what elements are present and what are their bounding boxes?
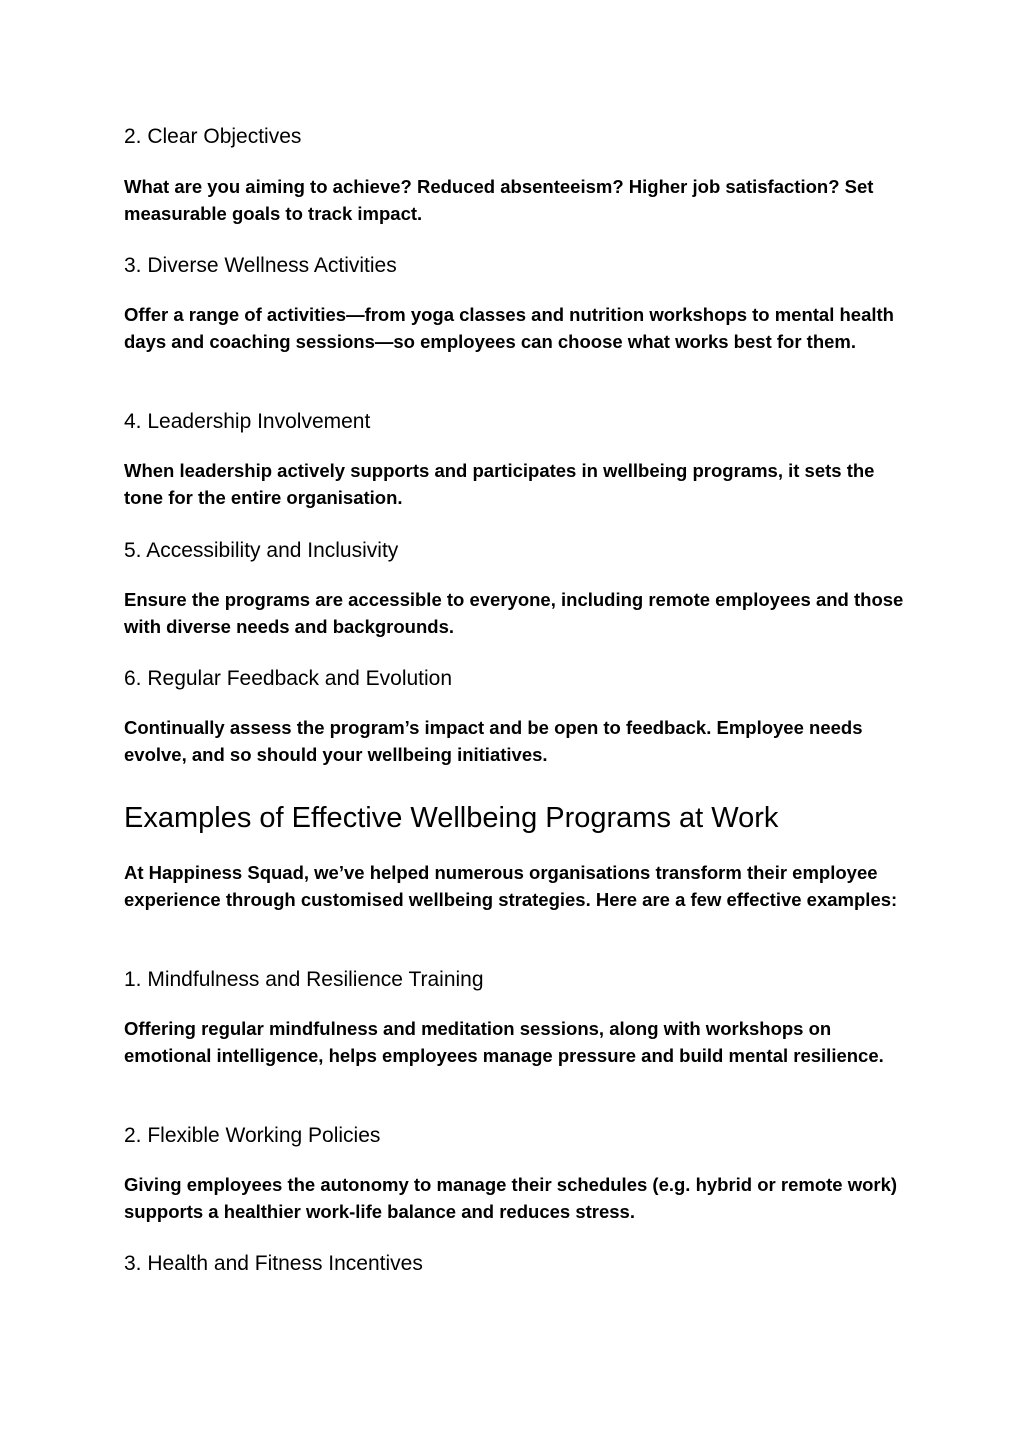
section-body: Offer a range of activities—from yoga classes and nutrition workshops to mental health days and coaching sessions—so employees can choose what works best for them.	[124, 304, 894, 353]
example-heading: 1. Mindfulness and Resilience Training	[124, 968, 484, 991]
example-heading: 2. Flexible Working Policies	[124, 1124, 381, 1147]
section-heading: 6. Regular Feedback and Evolution	[124, 667, 453, 690]
example-body: Giving employees the autonomy to manage their schedules (e.g. hybrid or remote work) supports a healthier work-life balance and reduces stress.	[124, 1174, 898, 1223]
section-body: Ensure the programs are accessible to everyone, including remote employees and those with diverse needs and backgrounds.	[124, 589, 904, 638]
section-body: What are you aiming to achieve? Reduced absenteeism? Higher job satisfaction? Set measurable goals to track impact.	[124, 176, 874, 225]
section-body: Continually assess the program’s impact and be open to feedback. Employee needs evolve, and so should your wellbeing initiatives.	[124, 717, 863, 766]
section-heading: 3. Diverse Wellness Activities	[124, 254, 397, 277]
section-heading: 4. Leadership Involvement	[124, 410, 371, 433]
example-heading: 3. Health and Fitness Incentives	[124, 1252, 423, 1275]
section-heading: 2. Clear Objectives	[124, 125, 302, 148]
examples-title: Examples of Effective Wellbeing Programs at Work	[124, 802, 779, 834]
section-heading: 5. Accessibility and Inclusivity	[124, 539, 399, 562]
section-body: When leadership actively supports and participates in wellbeing programs, it sets the tone for the entire organisation.	[124, 460, 875, 509]
examples-intro: At Happiness Squad, we’ve helped numerous organisations transform their employee experience through customised wellbeing strategies. Here are a few effective examples:	[124, 862, 898, 911]
example-body: Offering regular mindfulness and meditation sessions, along with workshops on emotional intelligence, helps employees manage pressure and build mental resilience.	[124, 1018, 884, 1067]
